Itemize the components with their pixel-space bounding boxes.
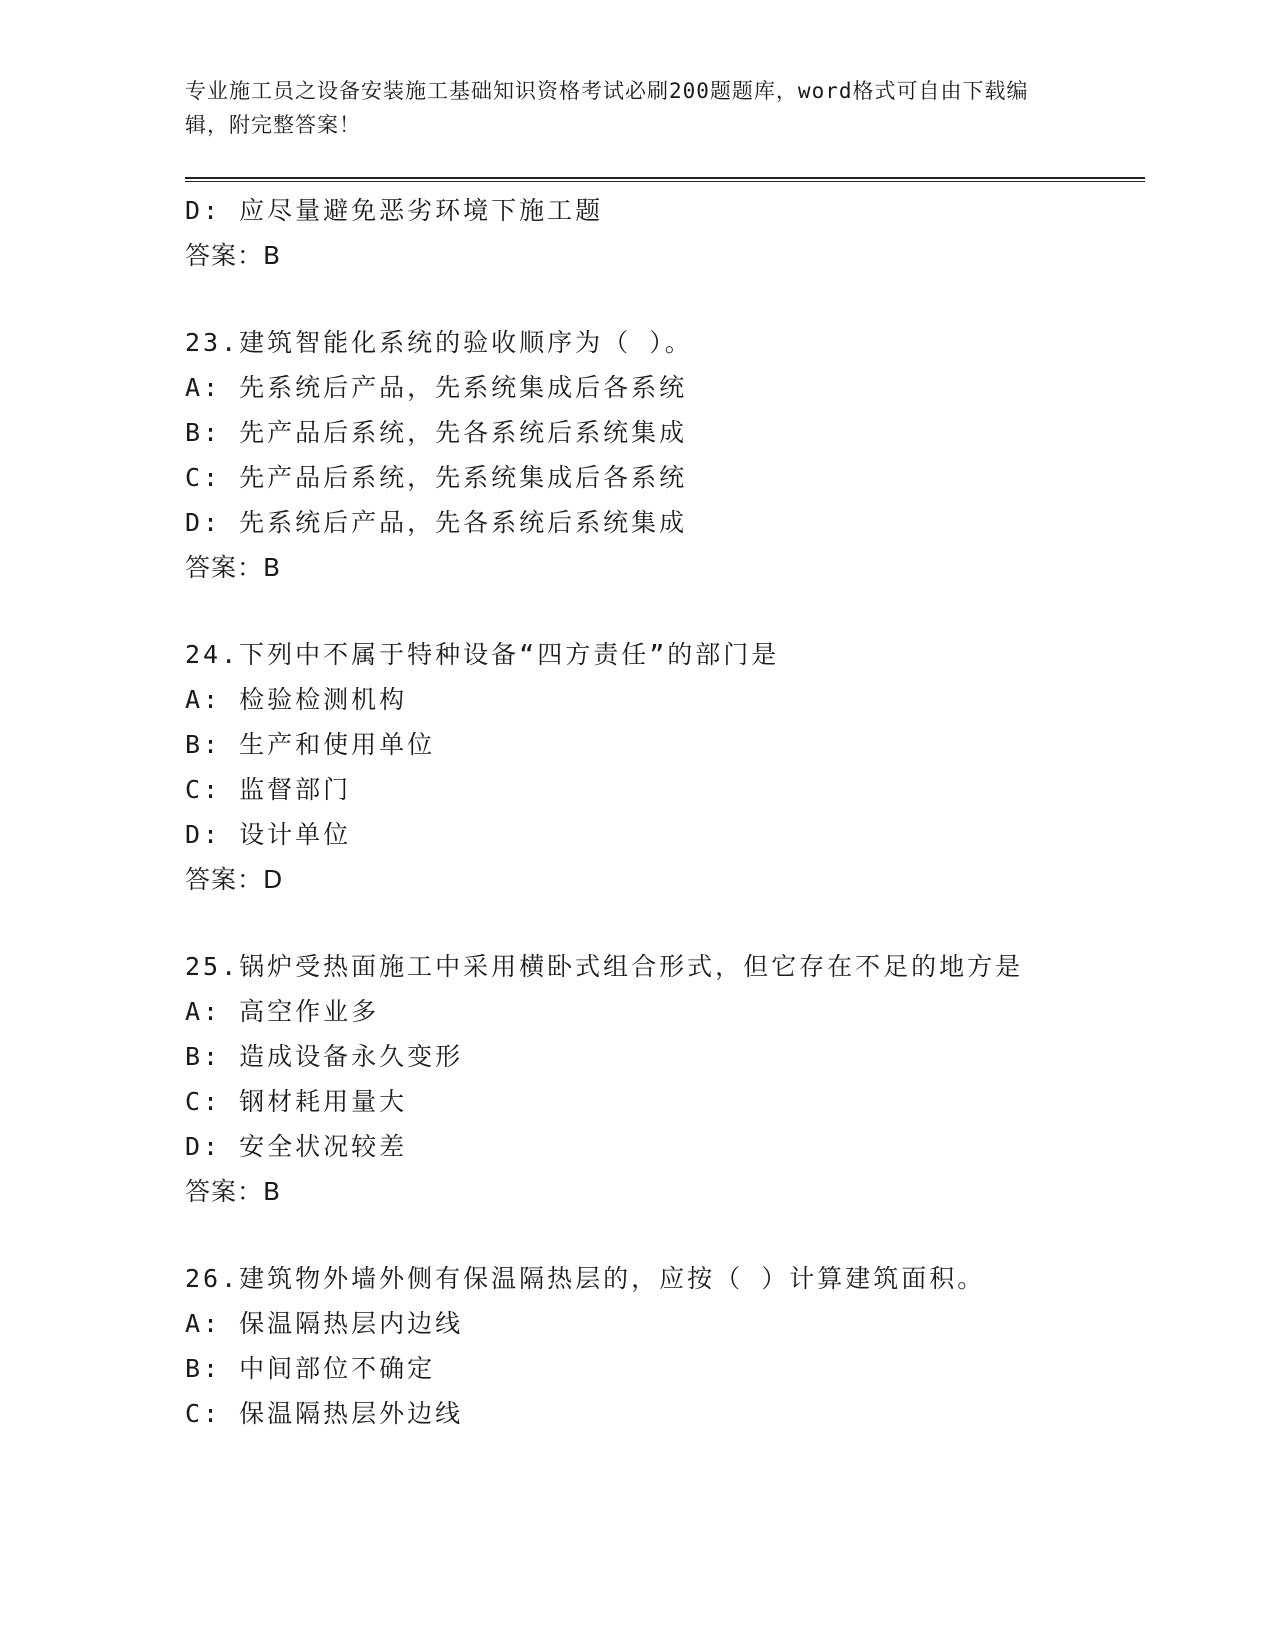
question-stem: 26.建筑物外墙外侧有保温隔热层的，应按（ ）计算建筑面积。 bbox=[185, 1264, 986, 1293]
option-d: D: 设计单位 bbox=[185, 820, 352, 849]
answer-line: 答案：B bbox=[185, 553, 282, 582]
answer-line: 答案：D bbox=[185, 865, 284, 894]
question-24 bbox=[185, 632, 1145, 902]
question-list bbox=[185, 188, 1145, 1436]
option-a: A: 保温隔热层内边线 bbox=[185, 1309, 464, 1338]
option-d: D: 应尽量避免恶劣环境下施工题 bbox=[185, 196, 604, 225]
document-header: 专业施工员之设备安装施工基础知识资格考试必刷200题题库，word格式可自由下载编辑，附完整答案！ bbox=[185, 79, 1029, 137]
question-stem: 25.锅炉受热面施工中采用横卧式组合形式，但它存在不足的地方是 bbox=[185, 952, 1024, 981]
option-c: C: 先产品后系统，先系统集成后各系统 bbox=[185, 463, 688, 492]
document-page bbox=[185, 0, 1145, 1650]
option-d: D: 安全状况较差 bbox=[185, 1132, 408, 1161]
option-c: C: 钢材耗用量大 bbox=[185, 1087, 408, 1116]
option-a: A: 先系统后产品，先系统集成后各系统 bbox=[185, 373, 688, 402]
answer-line: 答案：B bbox=[185, 241, 282, 270]
answer-line: 答案：B bbox=[185, 1177, 282, 1206]
header-divider bbox=[185, 177, 1145, 182]
option-d: D: 先系统后产品，先各系统后系统集成 bbox=[185, 508, 688, 537]
question-23 bbox=[185, 320, 1145, 590]
option-b: B: 生产和使用单位 bbox=[185, 730, 436, 759]
option-b: B: 造成设备永久变形 bbox=[185, 1042, 464, 1071]
option-a: A: 检验检测机构 bbox=[185, 685, 408, 714]
option-b: B: 中间部位不确定 bbox=[185, 1354, 436, 1383]
option-a: A: 高空作业多 bbox=[185, 997, 380, 1026]
question-stem: 24.下列中不属于特种设备“四方责任”的部门是 bbox=[185, 640, 780, 669]
question-26 bbox=[185, 1256, 1145, 1436]
option-b: B: 先产品后系统，先各系统后系统集成 bbox=[185, 418, 688, 447]
option-c: C: 监督部门 bbox=[185, 775, 352, 804]
question-25 bbox=[185, 944, 1145, 1214]
option-c: C: 保温隔热层外边线 bbox=[185, 1399, 464, 1428]
question-stem: 23.建筑智能化系统的验收顺序为（ ）。 bbox=[185, 328, 693, 357]
